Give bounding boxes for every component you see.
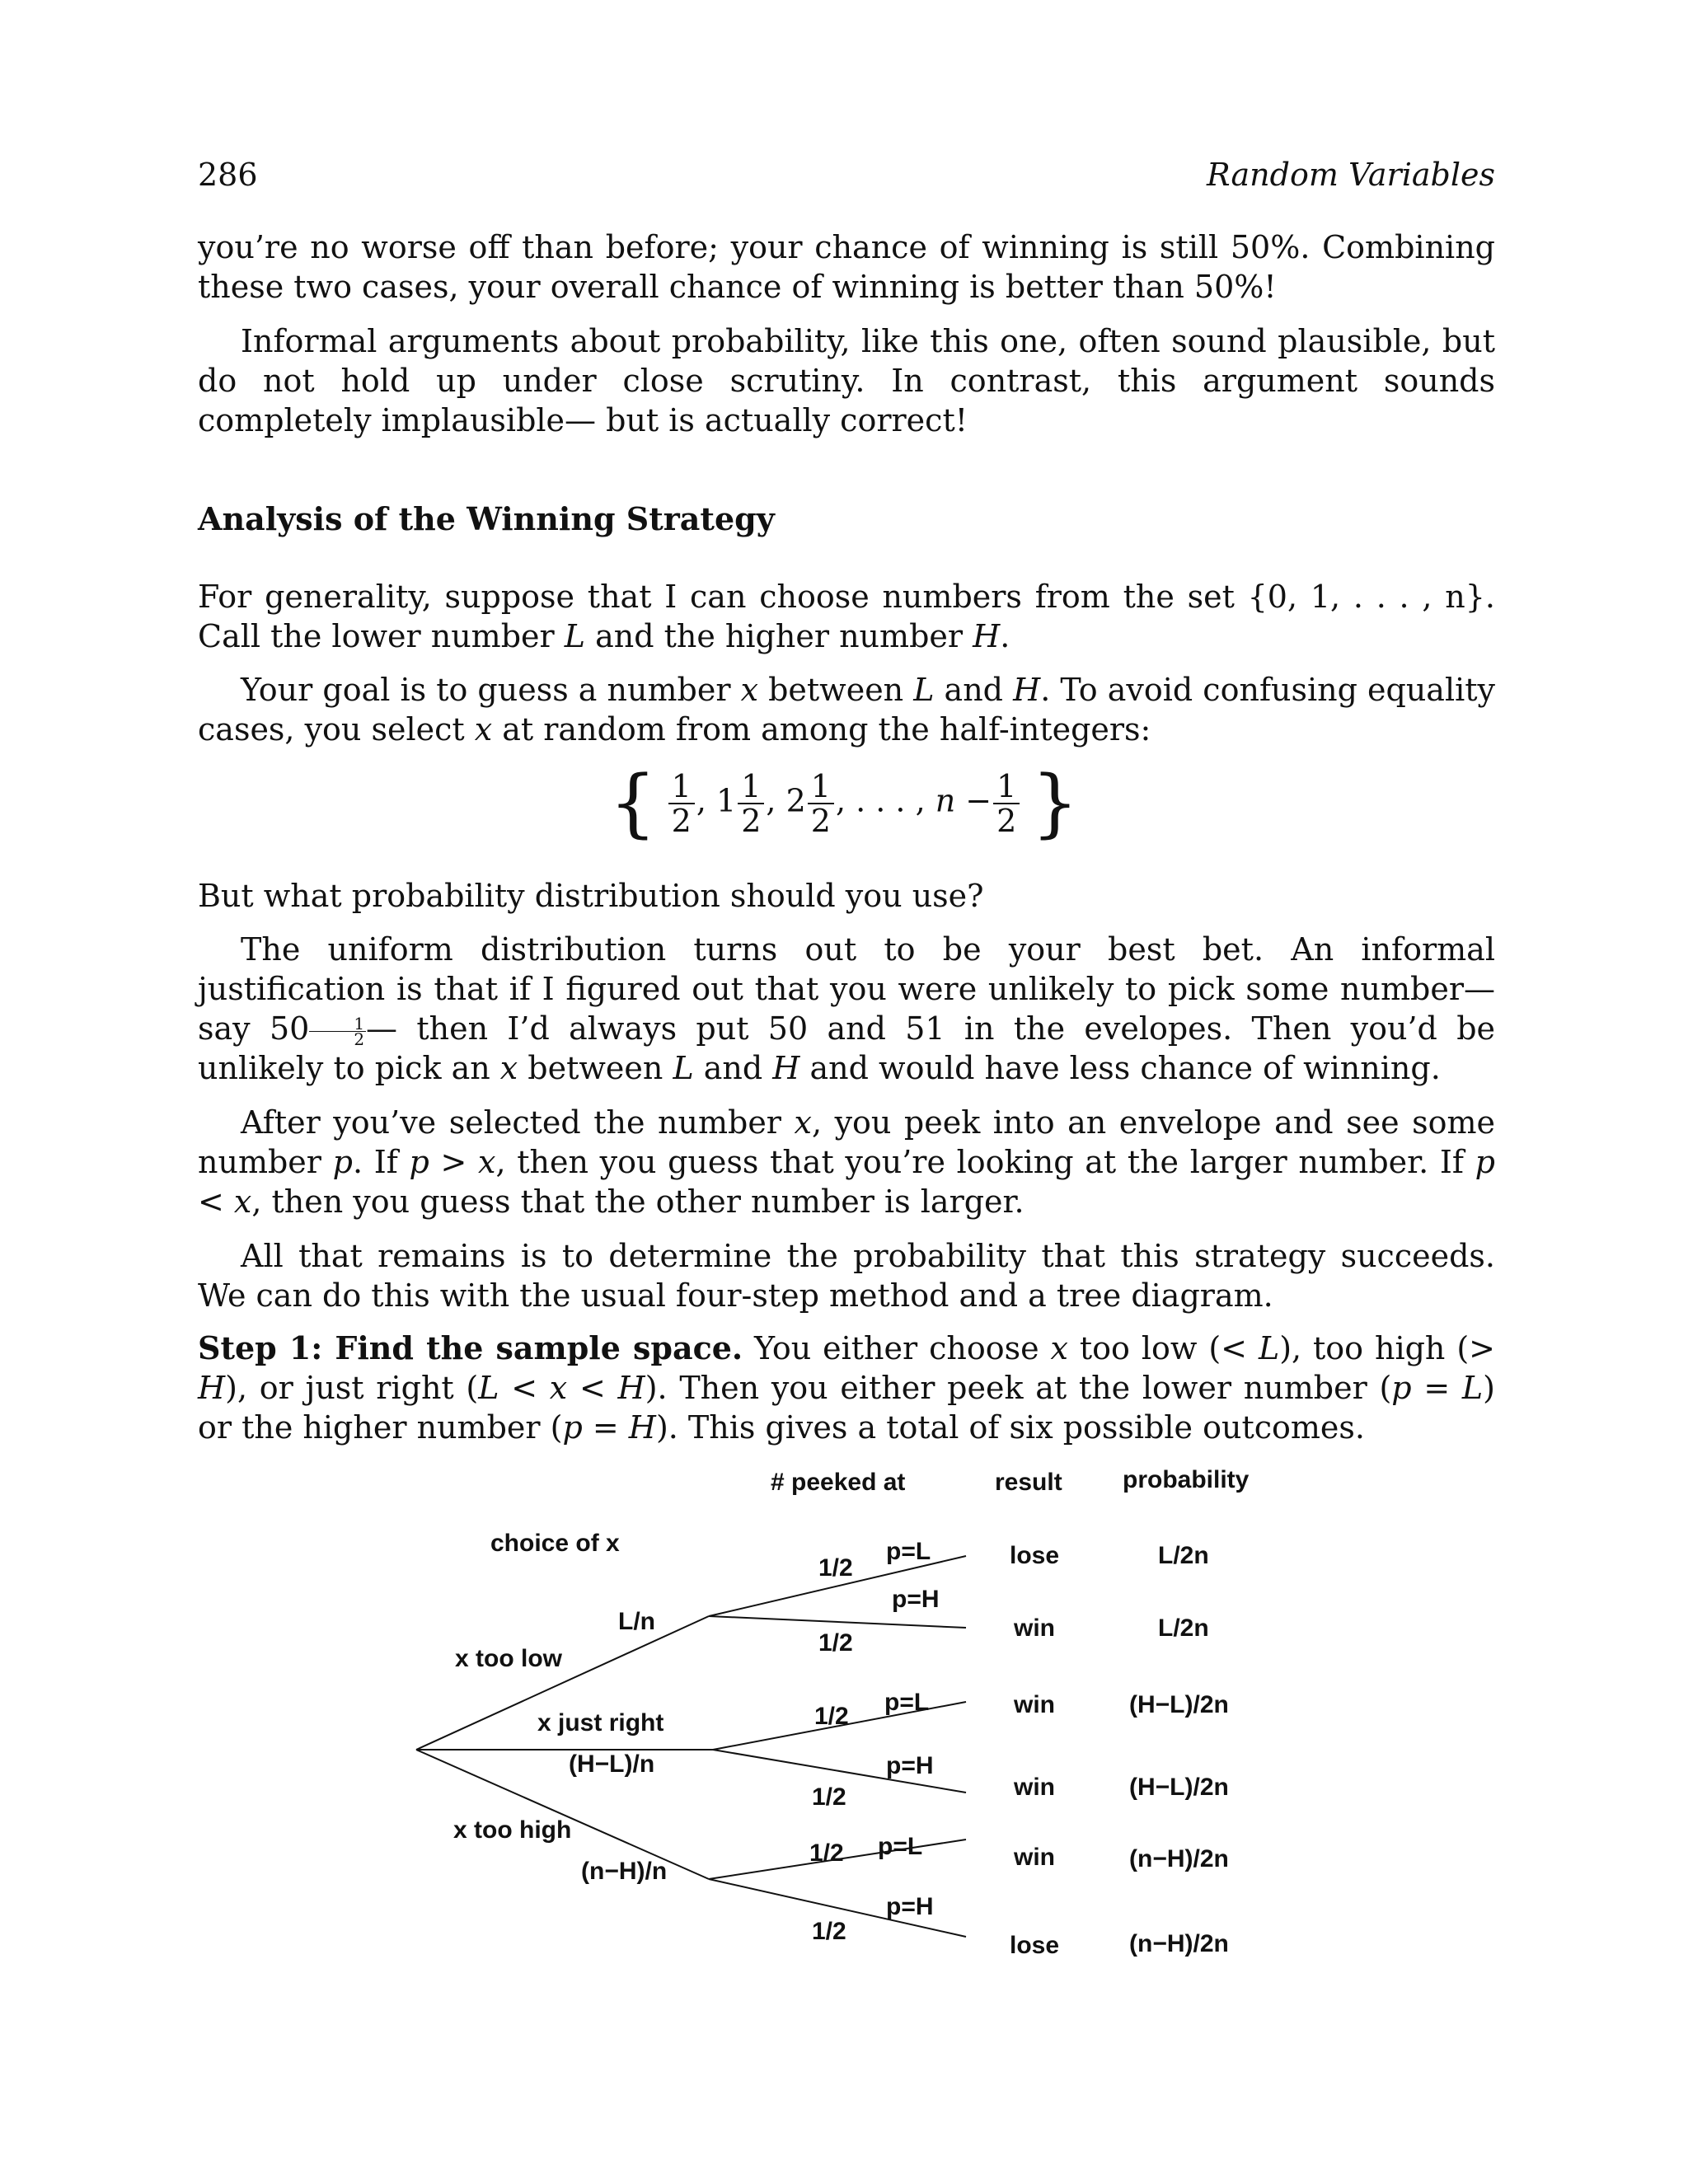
p3-text-b: . Call the lower number [198, 579, 1495, 654]
step1-text-e: ). Then you either peek at the lower number ( [645, 1370, 1392, 1406]
leaf-3-result: win [1014, 1691, 1055, 1718]
whole-part: 2 [785, 782, 806, 819]
close-brace: } [1031, 760, 1079, 846]
p3-text-d: . [1000, 618, 1010, 654]
p7-text-d: , then you guess that you’re looking at the larger number. If [495, 1144, 1475, 1180]
leaf-2-peek: p=H [892, 1586, 940, 1613]
frac-den: 2 [810, 803, 831, 839]
step1-text-c: ), too high ( [1279, 1330, 1470, 1366]
leaf-3-peek: p=L [884, 1689, 930, 1716]
leaf-4-peek: p=H [886, 1752, 934, 1779]
var-L: L [673, 1050, 694, 1086]
paragraph-5: But what probability distribution should you use? [198, 878, 984, 914]
frac-num: 1 [993, 770, 1020, 804]
p6-text-e: and would have less chance of winning. [799, 1050, 1441, 1086]
leaf-2-result: win [1014, 1615, 1055, 1642]
var-x: x [794, 1104, 812, 1141]
step1-text-f: ) or the higher number ( [198, 1370, 1495, 1446]
fifty: 50 [269, 1010, 310, 1047]
p6-text-d: and [693, 1050, 773, 1086]
p7-text-a: After you’ve selected the number [241, 1104, 795, 1141]
p6-text-c: between [518, 1050, 673, 1086]
running-head: Random Variables [1207, 157, 1495, 193]
leaf-3-peek-prob: 1/2 [814, 1703, 849, 1730]
n-minus: n − [935, 782, 992, 819]
col-probability: probability [1123, 1466, 1250, 1493]
var-H: H [973, 618, 1001, 654]
p-equals-L: p = L [1391, 1370, 1484, 1406]
branch-label-too-low: x too low [455, 1645, 562, 1672]
leaf-6-result: lose [1010, 1932, 1060, 1959]
step1-text-b: too low ( [1067, 1330, 1221, 1366]
p-equals-H: p = H [562, 1409, 656, 1446]
frac-den: 2 [741, 803, 762, 839]
var-H: H [1013, 672, 1041, 708]
condition-p-gt-x: p > x [409, 1144, 496, 1180]
p7-text-e: , then you guess that the other number is larger. [251, 1183, 1025, 1220]
leaf-6-peek: p=H [886, 1893, 934, 1920]
leaf-1-peek-prob: 1/2 [818, 1554, 853, 1582]
frac-num: 1 [808, 770, 834, 804]
frac-den: 2 [354, 1029, 365, 1049]
paragraph-8: All that remains is to determine the probability that this strategy succeeds. We can do this with the usual four-step method and a tree diagram. [198, 1238, 1495, 1314]
leaf-1-probability: L/2n [1158, 1542, 1209, 1569]
step1-text-a: You either choose [743, 1330, 1051, 1366]
leaf-4-peek-prob: 1/2 [812, 1783, 846, 1811]
whole-part: 1 [716, 782, 737, 819]
var-x: x [499, 1050, 518, 1086]
p7-text-c: . If [352, 1144, 410, 1180]
var-p: p [332, 1144, 353, 1180]
var-H: H [772, 1050, 800, 1086]
frac-den: 2 [996, 803, 1017, 839]
leaf-1-peek: p=L [886, 1538, 931, 1565]
col-result: result [995, 1469, 1062, 1496]
frac-num: 1 [668, 770, 695, 804]
step1-text-g: ). This gives a total of six possible outcomes. [655, 1409, 1366, 1446]
var-L: L [564, 618, 585, 654]
leaf-1-result: lose [1010, 1542, 1060, 1569]
p4-text-e: at random from among the half-integers: [492, 711, 1151, 748]
edge-low-pH [709, 1616, 966, 1628]
p6-text-b: — then I’d always put 50 and 51 in the evelopes. Then you’d be unlikely to pick an [198, 1010, 1496, 1086]
col-peeked-at: # peeked at [771, 1469, 906, 1496]
tree-edges [416, 1556, 966, 1937]
branch-prob-too-low: L/n [618, 1608, 655, 1635]
p3-text-a: For generality, suppose that I can choose numbers from the set [198, 579, 1248, 615]
leaf-2-peek-prob: 1/2 [818, 1629, 853, 1657]
branch-label-too-high: x too high [453, 1816, 572, 1844]
var-x: x [740, 672, 759, 708]
step1-text-d: ), or just right ( [225, 1370, 479, 1406]
p4-text-d: . To avoid confusing equality cases, you select [198, 672, 1495, 748]
greater-than-H: > H [198, 1330, 1496, 1406]
branch-label-just-right: x just right [537, 1709, 664, 1736]
var-x: x [474, 711, 493, 748]
leaf-5-probability: (n−H)/2n [1129, 1845, 1229, 1872]
p4-text-c: and [934, 672, 1014, 708]
p6-text-a: The uniform distribution turns out to be your best bet. An informal justification is that if I figured out that you were unlikely to pick some number— say [198, 931, 1495, 1047]
p4-text-a: Your goal is to guess a number [241, 672, 741, 708]
page-number: 286 [198, 157, 258, 193]
leaf-4-result: win [1014, 1774, 1055, 1801]
leaf-4-probability: (H−L)/2n [1129, 1774, 1229, 1801]
leaf-5-peek-prob: 1/2 [809, 1840, 844, 1867]
section-heading: Analysis of the Winning Strategy [198, 500, 775, 537]
frac-num: 1 [309, 1016, 366, 1032]
p3-text-c: and the higher number [585, 618, 973, 654]
ellipsis: , . . . , [835, 782, 935, 819]
branch-prob-too-high: (n−H)/n [581, 1858, 668, 1885]
p4-text-b: between [758, 672, 914, 708]
frac-den: 2 [671, 803, 692, 839]
open-brace: { [609, 760, 657, 846]
p7-text-b: , you peek into an envelope and see some number [198, 1104, 1496, 1180]
leaf-5-result: win [1014, 1844, 1055, 1871]
frac-num: 1 [738, 770, 764, 804]
half-integer-set: { $\frac{1}{2}$ , 1 $\frac{1}{2}$ , 2 $\frac{1}{2}$ , . . . , n − $\frac{1}{2}$ } [609, 760, 1079, 846]
less-than-L: < L [1221, 1330, 1280, 1366]
set-notation: {0, 1, . . . , n} [1247, 579, 1485, 615]
var-L: L [913, 672, 935, 708]
leaf-2-probability: L/2n [1158, 1615, 1209, 1642]
leaf-6-probability: (n−H)/2n [1129, 1930, 1229, 1957]
condition-p-lt-x: p < x [198, 1144, 1495, 1220]
var-x: x [1050, 1330, 1068, 1366]
paragraph-1: you’re no worse off than before; your chance of winning is still 50%. Combining these two cases, your overall chance of winning is better than 50%! [198, 229, 1495, 305]
step-1-label: Step 1: Find the sample space. [198, 1329, 743, 1366]
leaf-5-peek: p=L [878, 1833, 923, 1860]
branch-prob-just-right: (H−L)/n [569, 1750, 655, 1778]
leaf-6-peek-prob: 1/2 [812, 1918, 846, 1945]
paragraph-2: Informal arguments about probability, like this one, often sound plausible, but do not hold up under close scrutiny. In contrast, this argument sounds completely implausible— but is actually correct! [198, 323, 1495, 438]
leaf-3-probability: (H−L)/2n [1129, 1691, 1229, 1718]
choice-of-x-header: choice of x [490, 1530, 620, 1557]
just-right-condition: L < x < H [478, 1370, 645, 1406]
